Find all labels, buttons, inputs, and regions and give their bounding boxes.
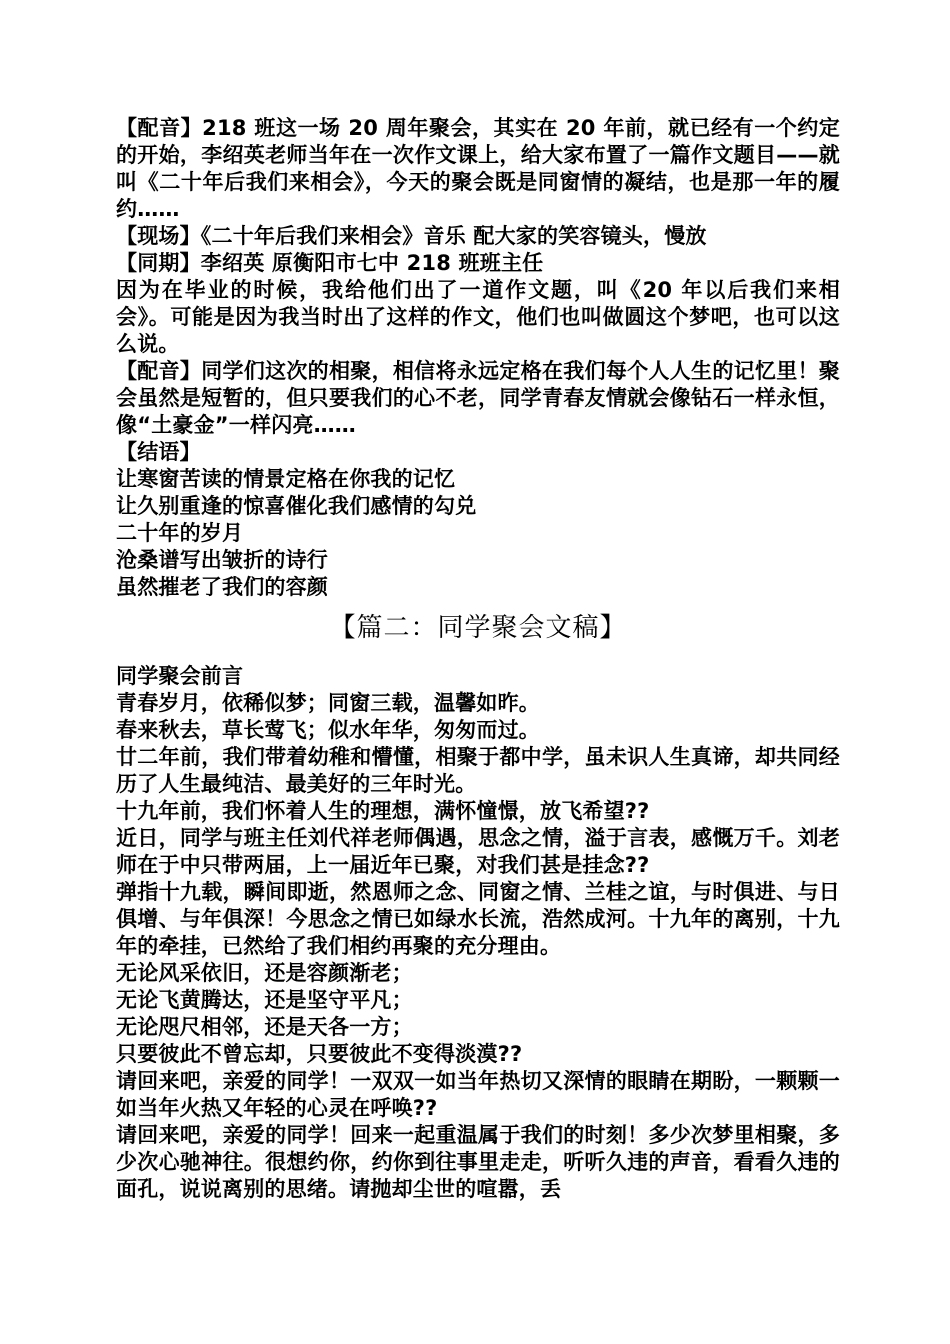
paragraph: 十九年前，我们怀着人生的理想，满怀憧憬，放飞希望?? bbox=[116, 799, 650, 823]
paragraph: 青春岁月，依稀似梦；同窗三载，温馨如昨。 bbox=[116, 691, 540, 715]
paragraph-sync-speaker: 【同期】李绍英 原衡阳市七中 218 班班主任 bbox=[116, 251, 544, 275]
poem-line: 让寒窗苦读的情景定格在你我的记忆 bbox=[116, 467, 456, 491]
paragraph: 廿二年前，我们带着幼稚和懵懂，相聚于都中学，虽未识人生真谛，却共同经历了人生最纯洁、最美好的三年时光。 bbox=[116, 745, 840, 796]
paragraph: 无论飞黄腾达，还是坚守平凡； bbox=[116, 988, 413, 1012]
poem-line: 让久别重逢的惊喜催化我们感情的勾兑 bbox=[116, 494, 477, 518]
poem-line: 虽然摧老了我们的容颜 bbox=[116, 575, 328, 599]
paragraph: 春来秋去，草长莺飞；似水年华，匆匆而过。 bbox=[116, 718, 540, 742]
paragraph: 近日，同学与班主任刘代祥老师偶遇，思念之情，溢于言表，感慨万千。刘老师在于中只带两届，上一届近年已聚，对我们甚是挂念?? bbox=[116, 826, 840, 877]
paragraph: 无论风采依旧，还是容颜渐老； bbox=[116, 961, 413, 985]
paragraph: 请回来吧，亲爱的同学！一双双一如当年热切又深情的眼睛在期盼，一颗颗一如当年火热又年轻的心灵在呼唤?? bbox=[116, 1069, 840, 1120]
paragraph-teacher-quote: 因为在毕业的时候，我给他们出了一道作文题，叫《20 年以后我们来相会》。可能是因为我当时出了这样的作文，他们也叫做圆这个梦吧，也可以这么说。 bbox=[116, 278, 840, 356]
paragraph-voiceover-closing: 【配音】同学们这次的相聚，相信将永远定格在我们每个人人生的记忆里！聚会虽然是短暂的，但只要我们的心不老，同学青春友情就会像钻石一样永恒，像“土豪金”一样闪亮…… bbox=[116, 359, 840, 437]
paragraph: 无论咫尺相邻，还是天各一方； bbox=[116, 1015, 413, 1039]
paragraph: 只要彼此不曾忘却，只要彼此不变得淡漠?? bbox=[116, 1042, 523, 1066]
paragraph: 弹指十九载，瞬间即逝，然恩师之念、同窗之情、兰桂之谊，与时俱进、与日俱增、与年俱深！今思念之情已如绿水长流，浩然成河。十九年的离别，十九年的牵挂，已然给了我们相约再聚的充分理由。 bbox=[116, 880, 840, 958]
paragraph: 请回来吧，亲爱的同学！回来一起重温属于我们的时刻！多少次梦里相聚，多少次心驰神往。很想约你，约你到往事里走走，听听久违的声音，看看久违的面孔，说说离别的思绪。请抛却尘世的喧嚣，丢 bbox=[116, 1123, 840, 1201]
poem-line: 沧桑谱写出皱折的诗行 bbox=[116, 548, 328, 572]
paragraph-conclusion-heading: 【结语】 bbox=[116, 440, 201, 464]
paragraph-preface-heading: 同学聚会前言 bbox=[116, 664, 244, 688]
poem-line: 二十年的岁月 bbox=[116, 521, 244, 545]
document-body bbox=[116, 115, 840, 1203]
section-title: 【篇二：同学聚会文稿】 bbox=[329, 613, 627, 643]
paragraph-scene: 【现场】《二十年后我们来相会》音乐 配大家的笑容镜头，慢放 bbox=[116, 224, 707, 248]
paragraph-voiceover-intro: 【配音】218 班这一场 20 周年聚会，其实在 20 年前，就已经有一个约定的开始，李绍英老师当年在一次作文课上，给大家布置了一篇作文题目——就叫《二十年后我们来相会》，今天的聚会既是同窗情的凝结，也是那一年的履约…… bbox=[116, 116, 840, 221]
